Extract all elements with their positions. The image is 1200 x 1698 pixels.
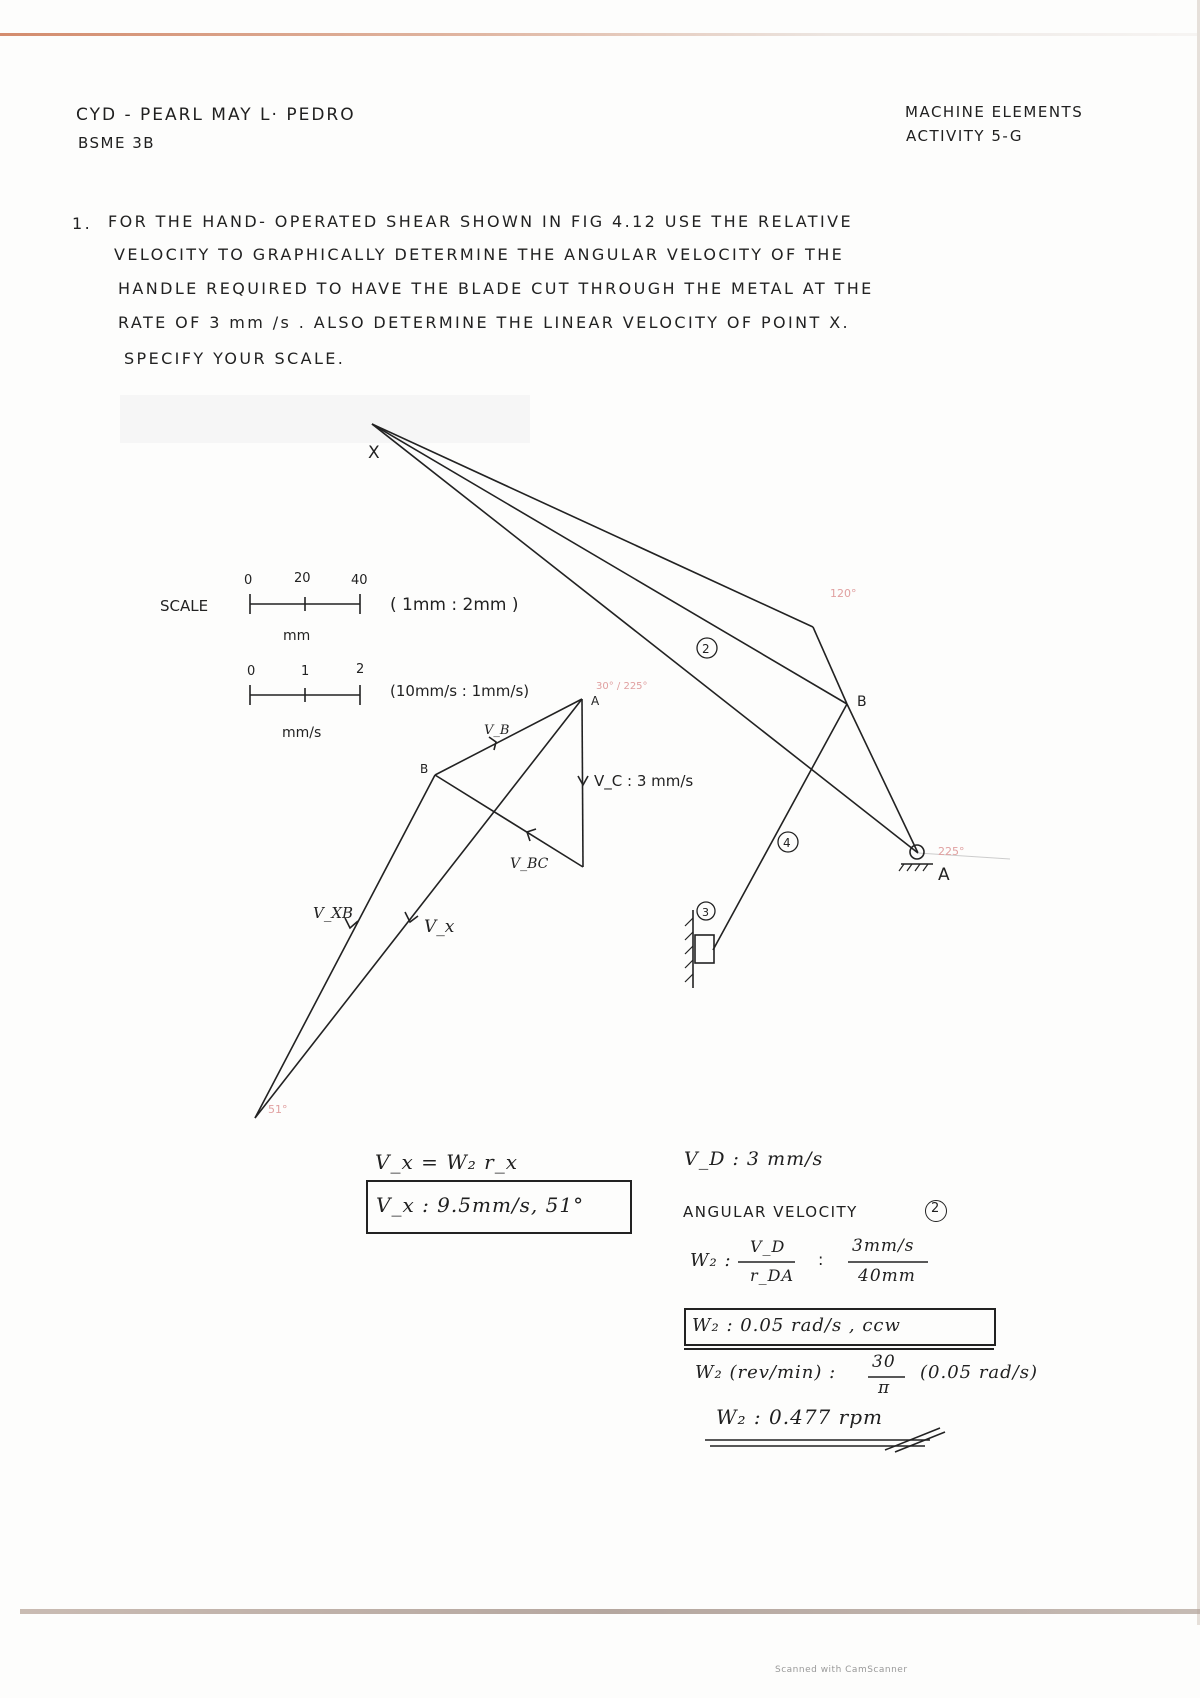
w2-numerator-value: 3mm/s bbox=[852, 1236, 915, 1256]
length-ratio: ( 1mm : 2mm ) bbox=[390, 595, 519, 615]
vx-vector bbox=[255, 699, 582, 1118]
length-tick-40: 40 bbox=[351, 573, 368, 588]
w2-numerator: V_D bbox=[750, 1237, 786, 1256]
problem-line-2: VELOCITY TO GRAPHICALLY DETERMINE THE ANGULAR VELOCITY OF THE bbox=[114, 245, 845, 264]
rpm-rhs: (0.05 rad/s) bbox=[920, 1362, 1039, 1383]
student-section: BSME 3B bbox=[78, 134, 156, 152]
length-tick-0: 0 bbox=[244, 573, 253, 588]
angle-120-label: 120° bbox=[830, 587, 857, 600]
vc-label: V_C : 3 mm/s bbox=[594, 772, 694, 790]
link-4-label: 4 bbox=[783, 836, 791, 850]
problem-line-3: HANDLE REQUIRED TO HAVE THE BLADE CUT THROUGH THE METAL AT THE bbox=[118, 279, 874, 298]
handle-corner-edge bbox=[813, 627, 847, 704]
vxb-label: V_XB bbox=[313, 904, 354, 922]
polygon-a-label: A bbox=[591, 694, 600, 708]
rpm-result: W₂ : 0.477 rpm bbox=[716, 1405, 883, 1429]
velocity-ratio: (10mm/s : 1mm/s) bbox=[390, 682, 530, 700]
angular-link-circle bbox=[925, 1200, 947, 1222]
point-a-label: A bbox=[938, 865, 950, 885]
w2-result-box bbox=[684, 1308, 996, 1346]
vx-label: V_x bbox=[424, 917, 455, 937]
polygon-angle-x: 51° bbox=[268, 1103, 288, 1116]
length-tick-20: 20 bbox=[294, 571, 311, 586]
w2-lhs: W₂ : bbox=[690, 1250, 732, 1271]
link-ba bbox=[847, 704, 918, 853]
velocity-unit: mm/s bbox=[282, 725, 322, 741]
scanner-watermark: Scanned with CamScanner bbox=[775, 1665, 908, 1675]
rpm-numerator: 30 bbox=[872, 1352, 896, 1372]
velocity-tick-1: 1 bbox=[301, 664, 310, 679]
length-unit: mm bbox=[283, 628, 311, 644]
vb-arrow bbox=[489, 737, 496, 750]
problem-number: 1. bbox=[72, 214, 93, 233]
polygon-b-label: B bbox=[420, 762, 429, 776]
problem-line-4: RATE OF 3 mm /s . ALSO DETERMINE THE LINEAR VELOCITY OF POINT X. bbox=[118, 313, 851, 332]
angle-225-label: 225° bbox=[938, 845, 965, 858]
velocity-scale-bar bbox=[250, 685, 360, 705]
vbc-vector bbox=[435, 775, 583, 867]
link-4 bbox=[713, 704, 847, 950]
vbc-label: V_BC bbox=[510, 856, 549, 872]
w2-result-underline bbox=[684, 1348, 994, 1350]
scale-label: SCALE bbox=[160, 597, 209, 615]
vx-result-box bbox=[366, 1180, 632, 1234]
length-scale-bar bbox=[250, 594, 360, 614]
w2-denominator-value: 40mm bbox=[858, 1266, 916, 1286]
point-b-label: B bbox=[857, 694, 867, 710]
angular-link-number: 2 bbox=[931, 1201, 940, 1216]
smudge-mark bbox=[120, 395, 530, 443]
vx-result: V_x : 9.5mm/s, 51° bbox=[376, 1193, 585, 1217]
rpm-underlines bbox=[705, 1428, 945, 1452]
problem-line-1: FOR THE HAND- OPERATED SHEAR SHOWN IN FIG 4.12 USE THE RELATIVE bbox=[108, 212, 853, 231]
handle-link-xb bbox=[372, 424, 847, 704]
w2-equals: : bbox=[818, 1250, 826, 1269]
slider-3-label: 3 bbox=[702, 906, 709, 919]
vxb-vector bbox=[255, 775, 435, 1118]
velocity-tick-0: 0 bbox=[247, 664, 256, 679]
velocity-tick-2: 2 bbox=[356, 662, 365, 677]
vb-label: V_B bbox=[484, 723, 510, 738]
activity-number: ACTIVITY 5-G bbox=[906, 127, 1023, 145]
student-name: CYD - PEARL MAY L· PEDRO bbox=[76, 105, 356, 125]
rpm-lhs: W₂ (rev/min) : bbox=[695, 1362, 837, 1383]
rpm-denominator: π bbox=[878, 1378, 891, 1398]
w2-denominator: r_DA bbox=[750, 1266, 795, 1285]
problem-line-5: SPECIFY YOUR SCALE. bbox=[124, 349, 346, 368]
w2-result: W₂ : 0.05 rad/s , ccw bbox=[692, 1315, 901, 1336]
vx-formula: V_x = W₂ r_x bbox=[375, 1150, 518, 1174]
point-x-label: X bbox=[368, 443, 380, 463]
link-2-label: 2 bbox=[702, 642, 710, 656]
vd-value: V_D : 3 mm/s bbox=[684, 1148, 824, 1170]
course-title: MACHINE ELEMENTS bbox=[905, 103, 1084, 121]
slider-3 bbox=[685, 910, 714, 988]
polygon-angle-a: 30° / 225° bbox=[596, 681, 648, 692]
angular-velocity-heading: ANGULAR VELOCITY bbox=[683, 1203, 858, 1221]
